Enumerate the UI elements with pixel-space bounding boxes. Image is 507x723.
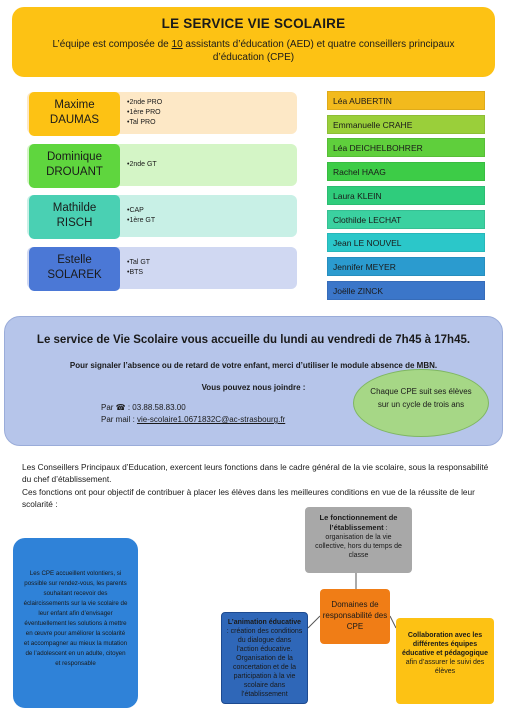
parents-meeting-box: Les CPE accueillent volontiers, si possible sur rendez-vous, les parents souhaitant recevoir des éclaircissements sur la vie scolaire de leur enfant afin d’envisager éventuellement les solutions à mettre en œuvre pour améliorer la scolarité et accompagner au mieux la mutation de l’adolescent en un adulte, citoyen et responsable: [13, 538, 138, 708]
mail-link[interactable]: vie-scolaire1.0671832C@ac-strasbourg.fr: [137, 415, 286, 424]
collab-title: Collaboration avec les différentes équipes éducative et pédagogique: [402, 632, 488, 657]
aed-item: Joëlle ZINCK: [327, 281, 485, 300]
paragraph-cpe-objective: Ces fonctions ont pour objectif de contribuer à placer les élèves dans les meilleures conditions en vue de la réussite de leur scolarité :: [22, 487, 475, 509]
cpe-class-item: •1ère GT: [127, 217, 156, 224]
box-fonctionnement: [305, 507, 412, 573]
phone-prefix: Par: [101, 403, 116, 412]
phone-number: : 03.88.58.83.00: [125, 403, 186, 412]
contact-label: Vous pouvez nous joindre :: [201, 383, 306, 392]
aed-item: Emmanuelle CRAHE: [327, 115, 485, 134]
aed-item: Clothilde LECHAT: [327, 210, 485, 229]
animation-text: : création des conditions du dialogue dans l’action éducative. Organisation de la concertation et de la participation à la vie scolaire dans l’établissement: [226, 628, 303, 698]
connector-left: [308, 616, 320, 628]
opening-hours: Le service de Vie Scolaire vous accueille du lundi au vendredi de 7h45 à 17h45.: [36, 334, 471, 346]
cpe-last-name: SOLAREK: [47, 269, 102, 281]
box-collaboration: [396, 618, 494, 704]
cpe-class-item: •2nde GT: [127, 161, 157, 168]
cpe-last-name: DROUANT: [46, 166, 103, 178]
aed-item: Jean LE NOUVEL: [327, 233, 485, 252]
aed-item: Jennifer MEYER: [327, 257, 485, 276]
fonctionnement-text: : organisation de la vie collective, hors du temps de classe: [315, 525, 402, 559]
cpe-class-item: •1ère PRO: [127, 109, 161, 116]
box-domaines: Domaines de responsabilité des CPE: [320, 589, 390, 644]
paragraph-cpe-role: Les Conseillers Principaux d’Education, exercent leurs fonctions dans le cadre général de la vie scolaire, sous la responsabilité du chef d’établissement.: [22, 462, 489, 484]
cpe-first-name: Estelle: [57, 254, 92, 266]
phone-icon: ☎: [115, 403, 126, 412]
cpe-class-item: •CAP: [127, 207, 144, 214]
collab-text: afin d’assurer le suivi des élèves: [405, 659, 485, 675]
cpe-class-item: •Tal PRO: [127, 119, 156, 126]
cpe-first-name: Maxime: [54, 99, 95, 111]
cpe-last-name: RISCH: [56, 217, 93, 229]
team-desc-end: assistants d’éducation (AED) et quatre conseillers principaux d’éducation (CPE): [182, 39, 455, 63]
cpe-class-item: •2nde PRO: [127, 99, 163, 106]
cpe-class-item: •Tal GT: [127, 259, 151, 266]
fonctionnement-title: Le fonctionnement de l’établissement: [319, 513, 398, 532]
aed-item: Léa AUBERTIN: [327, 91, 485, 110]
box-animation: [221, 612, 308, 704]
page-title: LE SERVICE VIE SCOLAIRE: [161, 16, 346, 31]
team-desc-number: 10: [171, 39, 183, 50]
cpe-first-name: Mathilde: [52, 202, 97, 214]
cpe-cycle-oval: Chaque CPE suit ses élèves sur un cycle de trois ans: [353, 369, 489, 437]
aed-item: Rachel HAAG: [327, 162, 485, 181]
animation-title: L’animation éducative: [227, 619, 302, 626]
cpe-class-item: •BTS: [127, 269, 144, 276]
absence-notice: Pour signaler l’absence ou de retard de votre enfant, merci d’utiliser le module absence de MBN.: [69, 361, 438, 370]
aed-item: Laura KLEIN: [327, 186, 485, 205]
aed-item: Léa DEICHELBOHRER: [327, 138, 485, 157]
team-desc-start: L’équipe est composée de: [52, 39, 172, 50]
mail-prefix: Par mail :: [101, 415, 138, 424]
cpe-last-name: DAUMAS: [49, 114, 100, 126]
cpe-first-name: Dominique: [47, 151, 102, 163]
